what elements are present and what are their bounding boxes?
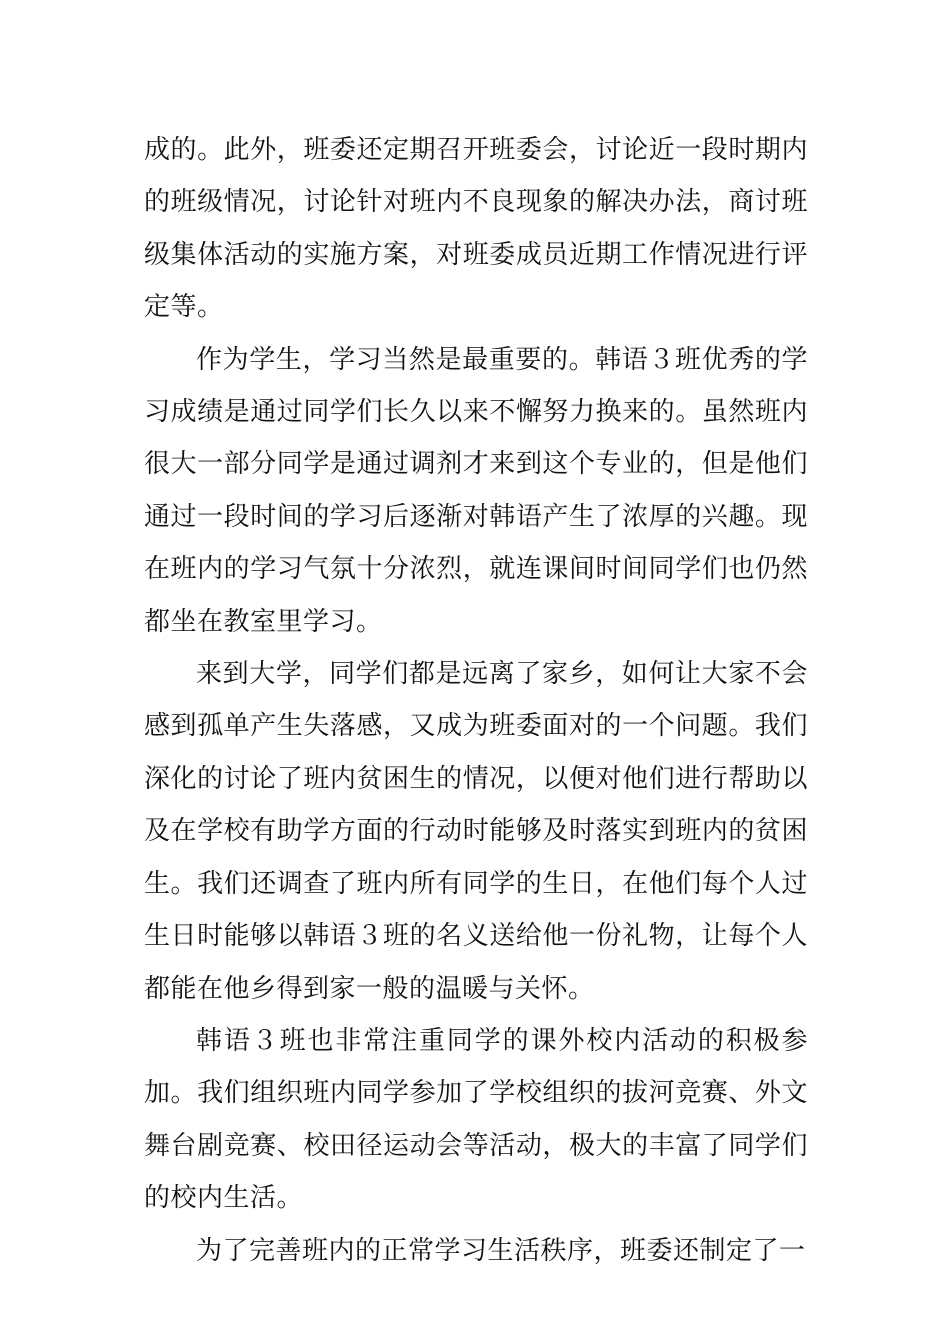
paragraph-4: 韩语３班也非常注重同学的课外校内活动的积极参加。我们组织班内同学参加了学校组织的拔河竞赛、外文舞台剧竞赛、校田径运动会等活动，极大的丰富了同学们的校内生活。 xyxy=(144,1025,808,1214)
paragraph-5: 为了完善班内的正常学习生活秩序，班委还制定了一 xyxy=(196,1235,806,1266)
document-body xyxy=(144,124,808,1277)
paragraph-2: 作为学生，学习当然是最重要的。韩语３班优秀的学习成绩是通过同学们长久以来不懈努力换来的。虽然班内很大一部分同学是通过调剂才来到这个专业的，但是他们通过一段时间的学习后逐渐对韩语产生了浓厚的兴趣。现在班内的学习气氛十分浓烈，就连课间时间同学们也仍然都坐在教室里学习。 xyxy=(144,344,808,637)
paragraph-1: 成的。此外，班委还定期召开班委会，讨论近一段时期内的班级情况，讨论针对班内不良现象的解决办法，商讨班级集体活动的实施方案，对班委成员近期工作情况进行评定等。 xyxy=(144,135,808,323)
paragraph-3: 来到大学，同学们都是远离了家乡，如何让大家不会感到孤单产生失落感，又成为班委面对的一个问题。我们深化的讨论了班内贫困生的情况，以便对他们进行帮助以及在学校有助学方面的行动时能够及时落实到班内的贫困生。我们还调查了班内所有同学的生日，在他们每个人过生日时能够以韩语３班的名义送给他一份礼物，让每个人都能在他乡得到家一般的温暖与关怀。 xyxy=(144,659,808,1004)
